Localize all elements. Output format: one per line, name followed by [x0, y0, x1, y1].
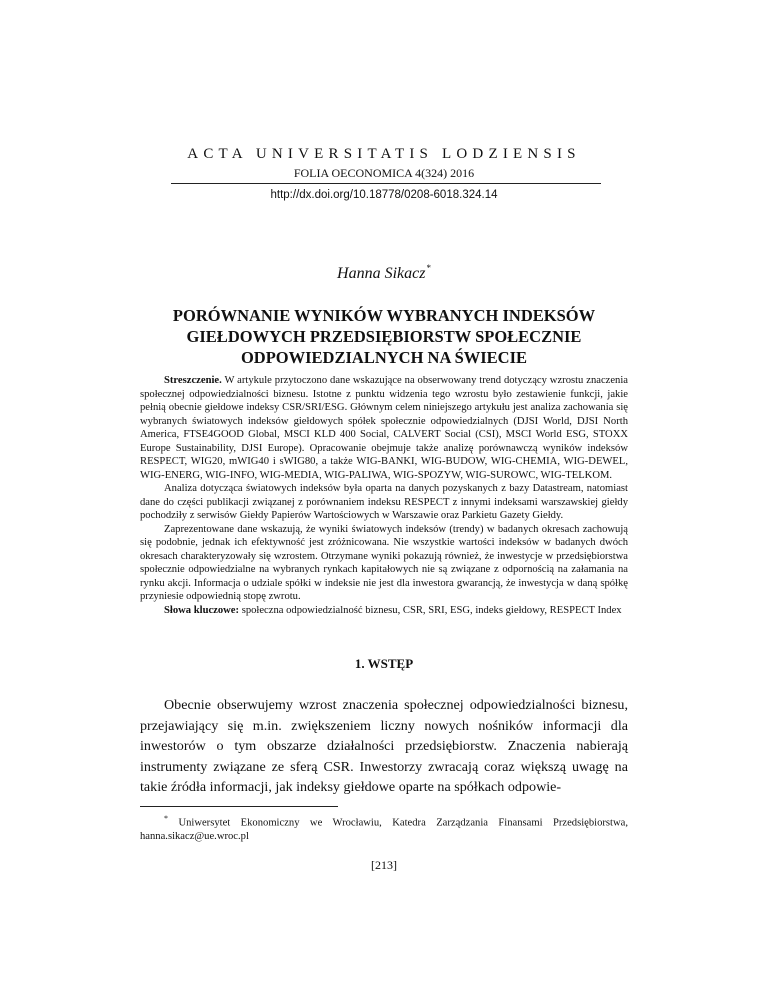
author-line [0, 263, 768, 283]
header-rule [171, 183, 601, 184]
abstract-paragraph-2: Analiza dotycząca światowych indeksów była oparta na danych pozyskanych z bazy Datastream, natomiast dane do części publikacji związanej z porównaniem indeksu RESPECT z innymi indeksami warszawskiej giełdy pochodziły z serwisów Giełdy Papierów Wartościowych w Warszawie oraz Parkietu Gazety Giełdy. [140, 483, 628, 521]
page-number: [213] [371, 858, 397, 872]
article-title: PORÓWNANIE WYNIKÓW WYBRANYCH INDEKSÓW GIEŁDOWYCH PRZEDSIĘBIORSTW SPOŁECZNIE ODPOWIEDZIALNYCH NA ŚWIECIE [172, 306, 596, 367]
abstract-text-1: W artykule przytoczono dane wskazujące na obserwowany trend dotyczący wzrostu znaczenia społecznej odpowiedzialności biznesu. Istotne z punktu widzenia tego wzrostu było zestawienie funkcji, jakie pełnią obecnie giełdowe indeksy CSR/SRI/ESG. Głównym celem niniejszego artykułu jest analiza zachowania się wybranych światowych indeksów giełdowych spółek społecznie odpowiedzialnych (DJSI World, DJSI North America, FTSE4GOOD Global, MSCI KLD 400 Social, CALVERT Social (CSI), MSCI World ESG, STOXX Europe Sustainability, DJSI Europe). Opracowanie obejmuje także analizę porównawczą wyników indeksów RESPECT, WIG20, mWIG40 i sWIG80, a także WIG-BANKI, WIG-BUDOW, WIG-CHEMIA, WIG-DEWEL, WIG-ENERG, WIG-INFO, WIG-MEDIA, WIG-PALIWA, WIG-SPOZYW, WIG-SUROWC, WIG-TELKOM. [140, 375, 628, 481]
author-footnote-mark: * [426, 263, 431, 273]
journal-name: ACTA UNIVERSITATIS LODZIENSIS [187, 146, 581, 162]
section-heading: 1. WSTĘP [354, 656, 414, 671]
footnote-rule [140, 806, 338, 807]
body-paragraph: Obecnie obserwujemy wzrost znaczenia społecznej odpowiedzialności biznesu, przejawiający się m.in. zwiększeniem liczny nowych nośników informacji dla inwestorów o tym obszarze działalności przedsiębiorstw. Znaczenia nabierają instrumenty związane ze sferą CSR. Inwestorzy zwracają coraz większą uwagę na takie źródła informacji, jak indeksy giełdowe oparte na spółkach odpowie- [140, 697, 628, 795]
footnote-mark: * [164, 814, 168, 823]
footnote-paragraph [140, 812, 628, 844]
keywords-label: Słowa kluczowe: [164, 604, 240, 616]
abstract [140, 374, 628, 617]
keywords-text: społeczna odpowiedzialność biznesu, CSR, SRI, ESG, indeks giełdowy, RESPECT Index [239, 604, 622, 616]
abstract-paragraph-1 [140, 374, 628, 482]
body-text [140, 695, 628, 798]
abstract-label: Streszczenie. [164, 375, 222, 386]
keywords-paragraph [140, 604, 628, 618]
author-name: Hanna Sikacz [337, 265, 426, 282]
footnote [140, 812, 628, 844]
abstract-paragraph-3: Zaprezentowane dane wskazują, że wyniki światowych indeksów (trendy) w badanych okresach zachowują się podobnie, jednak ich efektywność jest zróżnicowana. Nie wszystkie wartości indeksów w badanych dwóch okresach charakteryzowały się wzrostem. Otrzymane wyniki pokazują również, że inwestycje w przedsiębiorstwa społecznie odpowiedzialne na wybranych rynkach kapitałowych nie są związane z odpornością na załamania na rynku akcji. Informacja o udziale spółki w indeksie nie jest dla inwestora gwarancją, że inwestycja w daną spółkę przyniesie odpowiednią stopę zwrotu. [140, 523, 628, 602]
footnote-text: Uniwersytet Ekonomiczny we Wrocławiu, Katedra Zarządzania Finansami Przedsiębiorstwa, hanna.sikacz@ue.wroc.pl [140, 817, 628, 843]
journal-issue: FOLIA OECONOMICA 4(324) 2016 [293, 166, 475, 180]
doi-link[interactable]: http://dx.doi.org/10.18778/0208-6018.324.14 [270, 189, 498, 201]
